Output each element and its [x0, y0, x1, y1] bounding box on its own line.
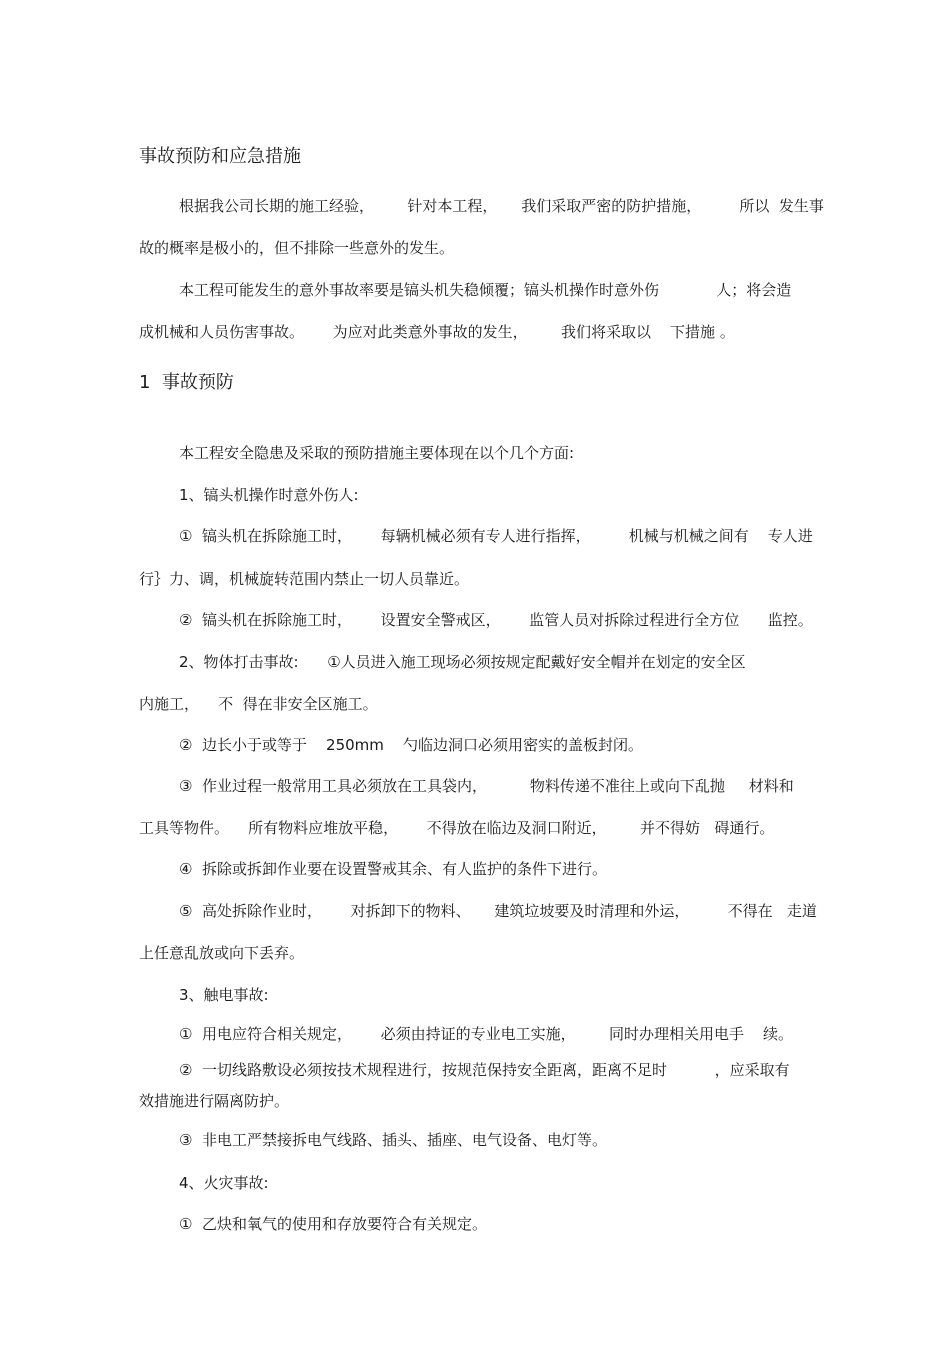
- intro-line-3: 本工程可能发生的意外事故率要是镐头机失稳倾覆；镐头机操作时意外伤 人；将会造: [179, 281, 792, 299]
- intro-line-1: 根据我公司长期的施工经验， 针对本工程， 我们采取严密的防护措施， 所以 发生事: [179, 197, 824, 215]
- item2-paragraph-4: ④ 拆除或拆卸作业要在设置警戒其余、有人监护的条件下进行。: [179, 860, 607, 878]
- item1-heading: 1、镐头机操作时意外伤人:: [179, 486, 359, 504]
- item2-paragraph-2: ② 边长小于或等于 250mm 勺临边洞口必须用密实的盖板封闭。: [179, 736, 643, 754]
- item2-paragraph-3-line-2: 工具等物件。 所有物料应堆放平稳， 不得放在临边及洞口附近， 并不得妨 碍通行。: [139, 819, 775, 837]
- item4-paragraph-1: ① 乙炔和氧气的使用和存放要符合有关规定。: [179, 1215, 487, 1233]
- item3-paragraph-3: ③ 非电工严禁接拆电气线路、插头、插座、电气设备、电灯等。: [179, 1131, 607, 1149]
- intro-line-4: 成机械和人员伤害事故。 为应对此类意外事故的发生， 我们将采取以 下措施 。: [139, 323, 735, 341]
- item3-paragraph-1: ① 用电应符合相关规定， 必须由持证的专业电工实施， 同时办理相关用电手 续。: [179, 1025, 794, 1043]
- item3-heading: 3、触电事故:: [179, 986, 269, 1004]
- item1-paragraph-2: ② 镐头机在拆除施工时， 设置安全警戒区， 监管人员对拆除过程进行全方位 监控。: [179, 611, 813, 629]
- item2-paragraph-5-line-2: 上任意乱放或向下丢弃。: [139, 944, 305, 962]
- item2-heading-line-2: 内施工， 不 得在非安全区施工。: [139, 695, 378, 713]
- item4-heading: 4、火灾事故:: [179, 1174, 269, 1192]
- item1-paragraph-1-line-1: ① 镐头机在拆除施工时， 每辆机械必须有专人进行指挥， 机械与机械之间有 专人进: [179, 527, 813, 545]
- intro-line-2: 故的概率是极小的，但不排除一些意外的发生。: [139, 239, 455, 257]
- item3-paragraph-2-line-2: 效措施进行隔离防护。: [139, 1092, 290, 1110]
- document-title: 事故预防和应急措施: [139, 146, 301, 167]
- item2-paragraph-3-line-1: ③ 作业过程一般常用工具必须放在工具袋内， 物料传递不准往上或向下乱抛 材料和: [179, 777, 794, 795]
- section-lead: 本工程安全隐患及采取的预防措施主要体现在以个几个方面:: [179, 444, 575, 462]
- section-heading: 1 事故预防: [139, 372, 234, 393]
- item2-heading-line-1: 2、物体打击事故: ①人员进入施工现场必须按规定配戴好安全帽并在划定的安全区: [179, 653, 746, 671]
- item1-paragraph-1-line-2: 行｝力、调，机械旋转范围内禁止一切人员靠近。: [139, 570, 470, 588]
- item3-paragraph-2-line-1: ② 一切线路敷设必须按技术规程进行，按规范保持安全距离，距离不足时 ，应采取有: [179, 1061, 790, 1079]
- item2-paragraph-5-line-1: ⑤ 高处拆除作业时， 对拆卸下的物料、 建筑垃坡要及时清理和外运， 不得在 走道: [179, 902, 817, 920]
